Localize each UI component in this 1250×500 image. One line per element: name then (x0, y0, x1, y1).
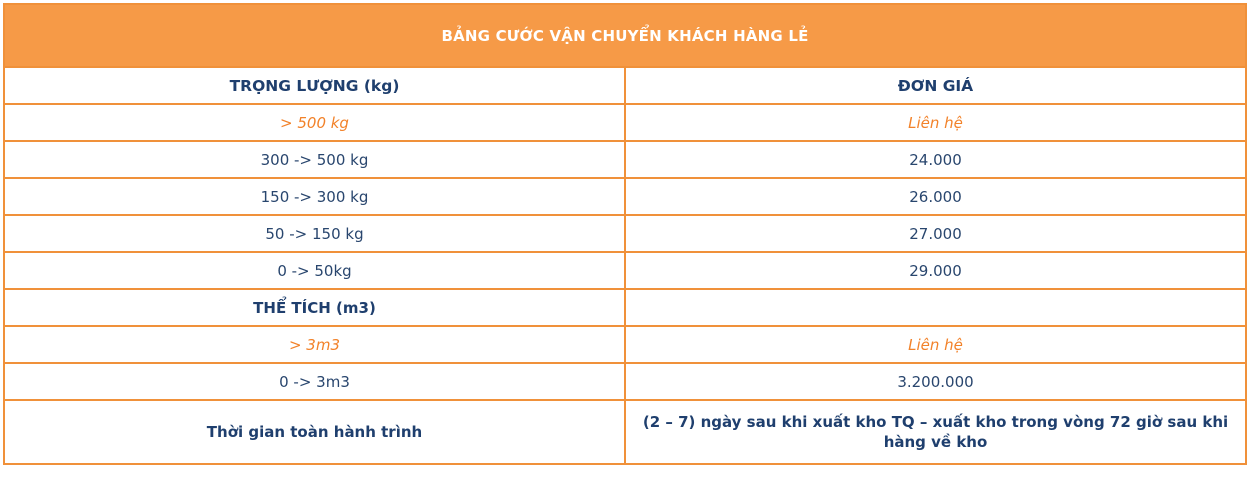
weight-range-cell: 150 -> 300 kg (4, 178, 625, 215)
table-row (4, 178, 1246, 215)
price-cell: 26.000 (625, 178, 1246, 215)
empty-cell (625, 289, 1246, 326)
table-row (4, 104, 1246, 141)
transit-time-value: (2 – 7) ngày sau khi xuất kho TQ – xuất kho trong vòng 72 giờ sau khi hàng về kho (625, 400, 1246, 464)
volume-section-header: THỂ TÍCH (m3) (4, 289, 625, 326)
table-row (4, 215, 1246, 252)
volume-range-cell: 0 -> 3m3 (4, 363, 625, 400)
price-cell: 24.000 (625, 141, 1246, 178)
price-cell: 29.000 (625, 252, 1246, 289)
price-cell: 27.000 (625, 215, 1246, 252)
table-row (4, 252, 1246, 289)
weight-range-cell: 50 -> 150 kg (4, 215, 625, 252)
weight-column-header: TRỌNG LƯỢNG (kg) (4, 67, 625, 104)
table-row (4, 363, 1246, 400)
volume-range-cell: > 3m3 (4, 326, 625, 363)
transit-time-label: Thời gian toàn hành trình (4, 400, 625, 464)
price-cell: Liên hệ (625, 104, 1246, 141)
table-row (4, 141, 1246, 178)
shipping-rate-table (3, 3, 1247, 465)
price-column-header: ĐƠN GIÁ (625, 67, 1246, 104)
volume-header-row (4, 289, 1246, 326)
price-cell: 3.200.000 (625, 363, 1246, 400)
table-title: BẢNG CƯỚC VẬN CHUYỂN KHÁCH HÀNG LẺ (4, 4, 1246, 67)
shipping-rate-table-container (3, 3, 1247, 465)
weight-range-cell: 300 -> 500 kg (4, 141, 625, 178)
weight-range-cell: > 500 kg (4, 104, 625, 141)
weight-range-cell: 0 -> 50kg (4, 252, 625, 289)
transit-time-row (4, 400, 1246, 464)
column-header-row (4, 67, 1246, 104)
table-title-row (4, 4, 1246, 67)
table-row (4, 326, 1246, 363)
price-cell: Liên hệ (625, 326, 1246, 363)
